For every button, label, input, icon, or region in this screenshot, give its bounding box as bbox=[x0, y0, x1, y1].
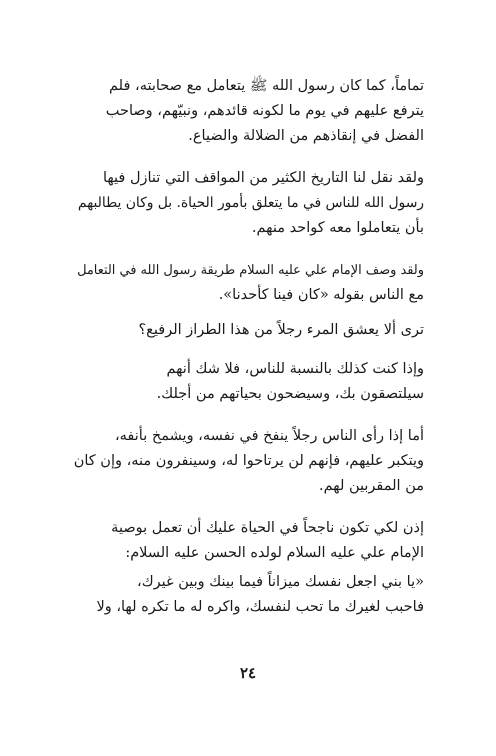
text-line: وإذا كنت كذلك بالنسبة للناس، فلا شك أنهم bbox=[166, 361, 424, 377]
paragraph bbox=[70, 258, 424, 308]
text-line: بأن يتعاملوا معه كواحد منهم. bbox=[251, 220, 424, 236]
text-line: أما إذا رأى الناس رجلاً ينفخ في نفسه، ويشمخ بأنفه، bbox=[114, 428, 424, 444]
paragraph bbox=[70, 166, 424, 241]
text-line: ترى ألا يعشق المرء رجلاً من هذا الطراز الرفيع؟ bbox=[138, 322, 424, 338]
paragraph bbox=[70, 424, 424, 499]
text-line: رسول الله للناس في ما يتعلق بأمور الحياة. بل وكان يطالبهم bbox=[77, 195, 424, 211]
paragraph-question bbox=[70, 318, 424, 343]
text-line: فاحبب لغيرك ما تحب لنفسك، واكره له ما تكره لها، ولا bbox=[96, 599, 424, 615]
text-line: ولقد نقل لنا التاريخ الكثير من المواقف التي تنازل فيها bbox=[102, 170, 424, 186]
text-line: سيلتصقون بك، وسيضحون بحياتهم من أجلك. bbox=[156, 386, 424, 402]
text-line: من المقربين لهم. bbox=[319, 478, 424, 494]
text-line: «يا بني اجعل نفسك ميزاناً فيما بينك وبين غيرك، bbox=[137, 574, 424, 590]
text-line: ويتكبر عليهم، فإنهم لن يرتاحوا له، وسينفرون منه، وإن كان bbox=[73, 453, 424, 469]
text-line: إذن لكي تكون ناجحاً في الحياة عليك أن تعمل بوصية bbox=[111, 520, 424, 536]
paragraph bbox=[70, 516, 424, 566]
text-line: تماماً، كما كان رسول الله ﷺ يتعامل مع صحابته، فلم bbox=[109, 78, 424, 94]
text-line: ولقد وصف الإمام علي عليه السلام طريقة رسول الله في التعامل bbox=[77, 263, 424, 278]
page-number: ٢٤ bbox=[239, 664, 257, 682]
text-line: الإمام علي عليه السلام لولده الحسن عليه السلام: bbox=[125, 545, 424, 561]
paragraph bbox=[70, 74, 424, 149]
text-line: مع الناس بقوله «كان فينا كأحدنا». bbox=[218, 287, 424, 303]
paragraph-quote bbox=[70, 570, 424, 620]
paragraph bbox=[70, 357, 424, 407]
text-line: الفضل في إنقاذهم من الضلالة والضياع. bbox=[188, 128, 424, 144]
text-line: يترفع عليهم في يوم ما لكونه قائدهم، ونبيّهم، وصاحب bbox=[105, 103, 424, 119]
